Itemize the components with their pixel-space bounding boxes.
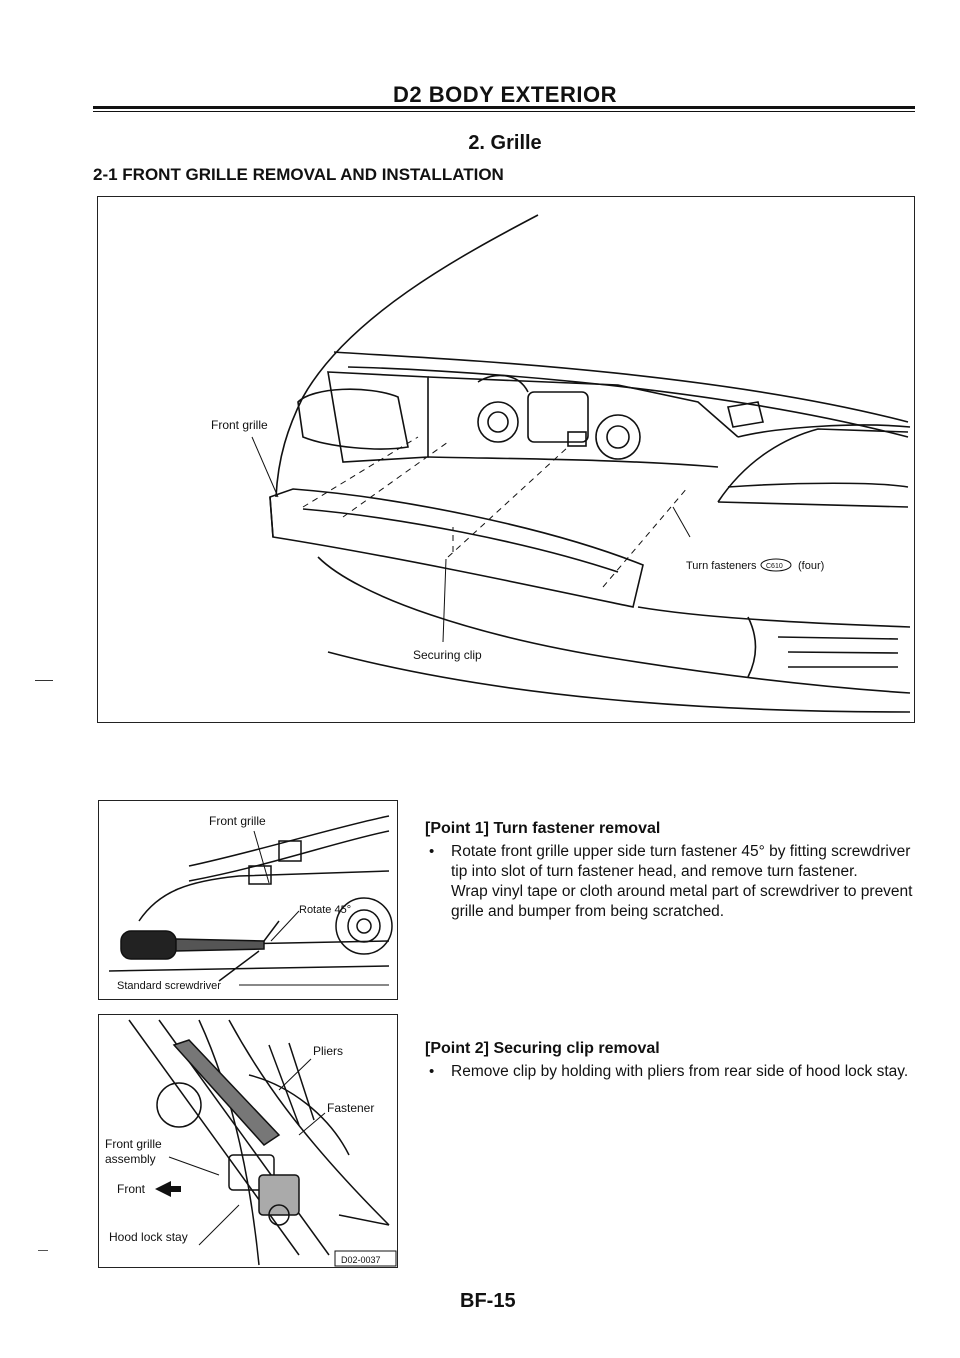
- point-2-bullet: [425, 1062, 925, 1082]
- label-front-grille-line2: assembly: [105, 1152, 156, 1166]
- illustration-front-end: [98, 197, 914, 722]
- label-front-grille: Front grille: [209, 814, 266, 828]
- point-1-text-1: Rotate front grille upper side turn fastener 45° by fitting screwdriver tip into slot of turn fastener head, and remove turn fastener.: [451, 843, 911, 880]
- label-rotate: Rotate 45°: [299, 904, 352, 916]
- assembly-guide-lines: [303, 437, 688, 587]
- car-front-drawing: [218, 197, 910, 712]
- header-rule-thin: [93, 111, 915, 112]
- point-1-title: [Point 1] Turn fastener removal: [425, 820, 661, 837]
- figure-turn-fastener-removal: [98, 800, 398, 1000]
- margin-mark-small: [38, 1250, 48, 1251]
- figure-securing-clip-removal: [98, 1014, 398, 1268]
- label-front-grille-line1: Front grille: [105, 1137, 162, 1151]
- label-pliers: Pliers: [313, 1044, 344, 1058]
- label-front: Front: [117, 1182, 146, 1196]
- point-1-bullet: [425, 842, 925, 922]
- figure-front-grille-overview: [97, 196, 915, 723]
- label-fastener-code: C610: [766, 563, 783, 570]
- label-turn-fasteners: Turn fasteners: [686, 560, 757, 572]
- label-fastener: Fastener: [327, 1101, 375, 1115]
- point-1-text-2: Wrap vinyl tape or cloth around metal part of screwdriver to prevent grille and bumper from being scratched.: [451, 883, 913, 920]
- label-front-grille: Front grille: [211, 418, 268, 432]
- point-2-section: [425, 1040, 925, 1082]
- leader-lines: [252, 437, 690, 642]
- label-four: (four): [798, 560, 825, 572]
- subsection-title: 2-1 FRONT GRILLE REMOVAL AND INSTALLATION: [93, 165, 504, 184]
- label-securing-clip: Securing clip: [413, 648, 482, 662]
- label-hood-lock-stay: Hood lock stay: [109, 1230, 188, 1244]
- front-arrow-icon: [155, 1181, 181, 1197]
- pliers-drawing: [129, 1020, 389, 1265]
- bullet-marker: •: [429, 843, 435, 860]
- illustration-screwdriver: [99, 801, 397, 999]
- page-header: D2 BODY EXTERIOR: [393, 82, 617, 107]
- label-standard-screwdriver: Standard screwdriver: [117, 980, 221, 992]
- point-2-text-1: Remove clip by holding with pliers from rear side of hood lock stay.: [451, 1063, 909, 1080]
- section-title: 2. Grille: [468, 132, 542, 154]
- header-rule: [93, 106, 915, 109]
- margin-mark: [35, 680, 53, 681]
- screwdriver-drawing: [109, 816, 392, 981]
- illustration-pliers: [99, 1015, 397, 1267]
- bullet-marker: •: [429, 1063, 435, 1080]
- point-1-section: [425, 820, 925, 922]
- page-number: BF-15: [460, 1290, 516, 1312]
- label-figure-code: D02-0037: [341, 1255, 381, 1265]
- point-2-title: [Point 2] Securing clip removal: [425, 1040, 660, 1057]
